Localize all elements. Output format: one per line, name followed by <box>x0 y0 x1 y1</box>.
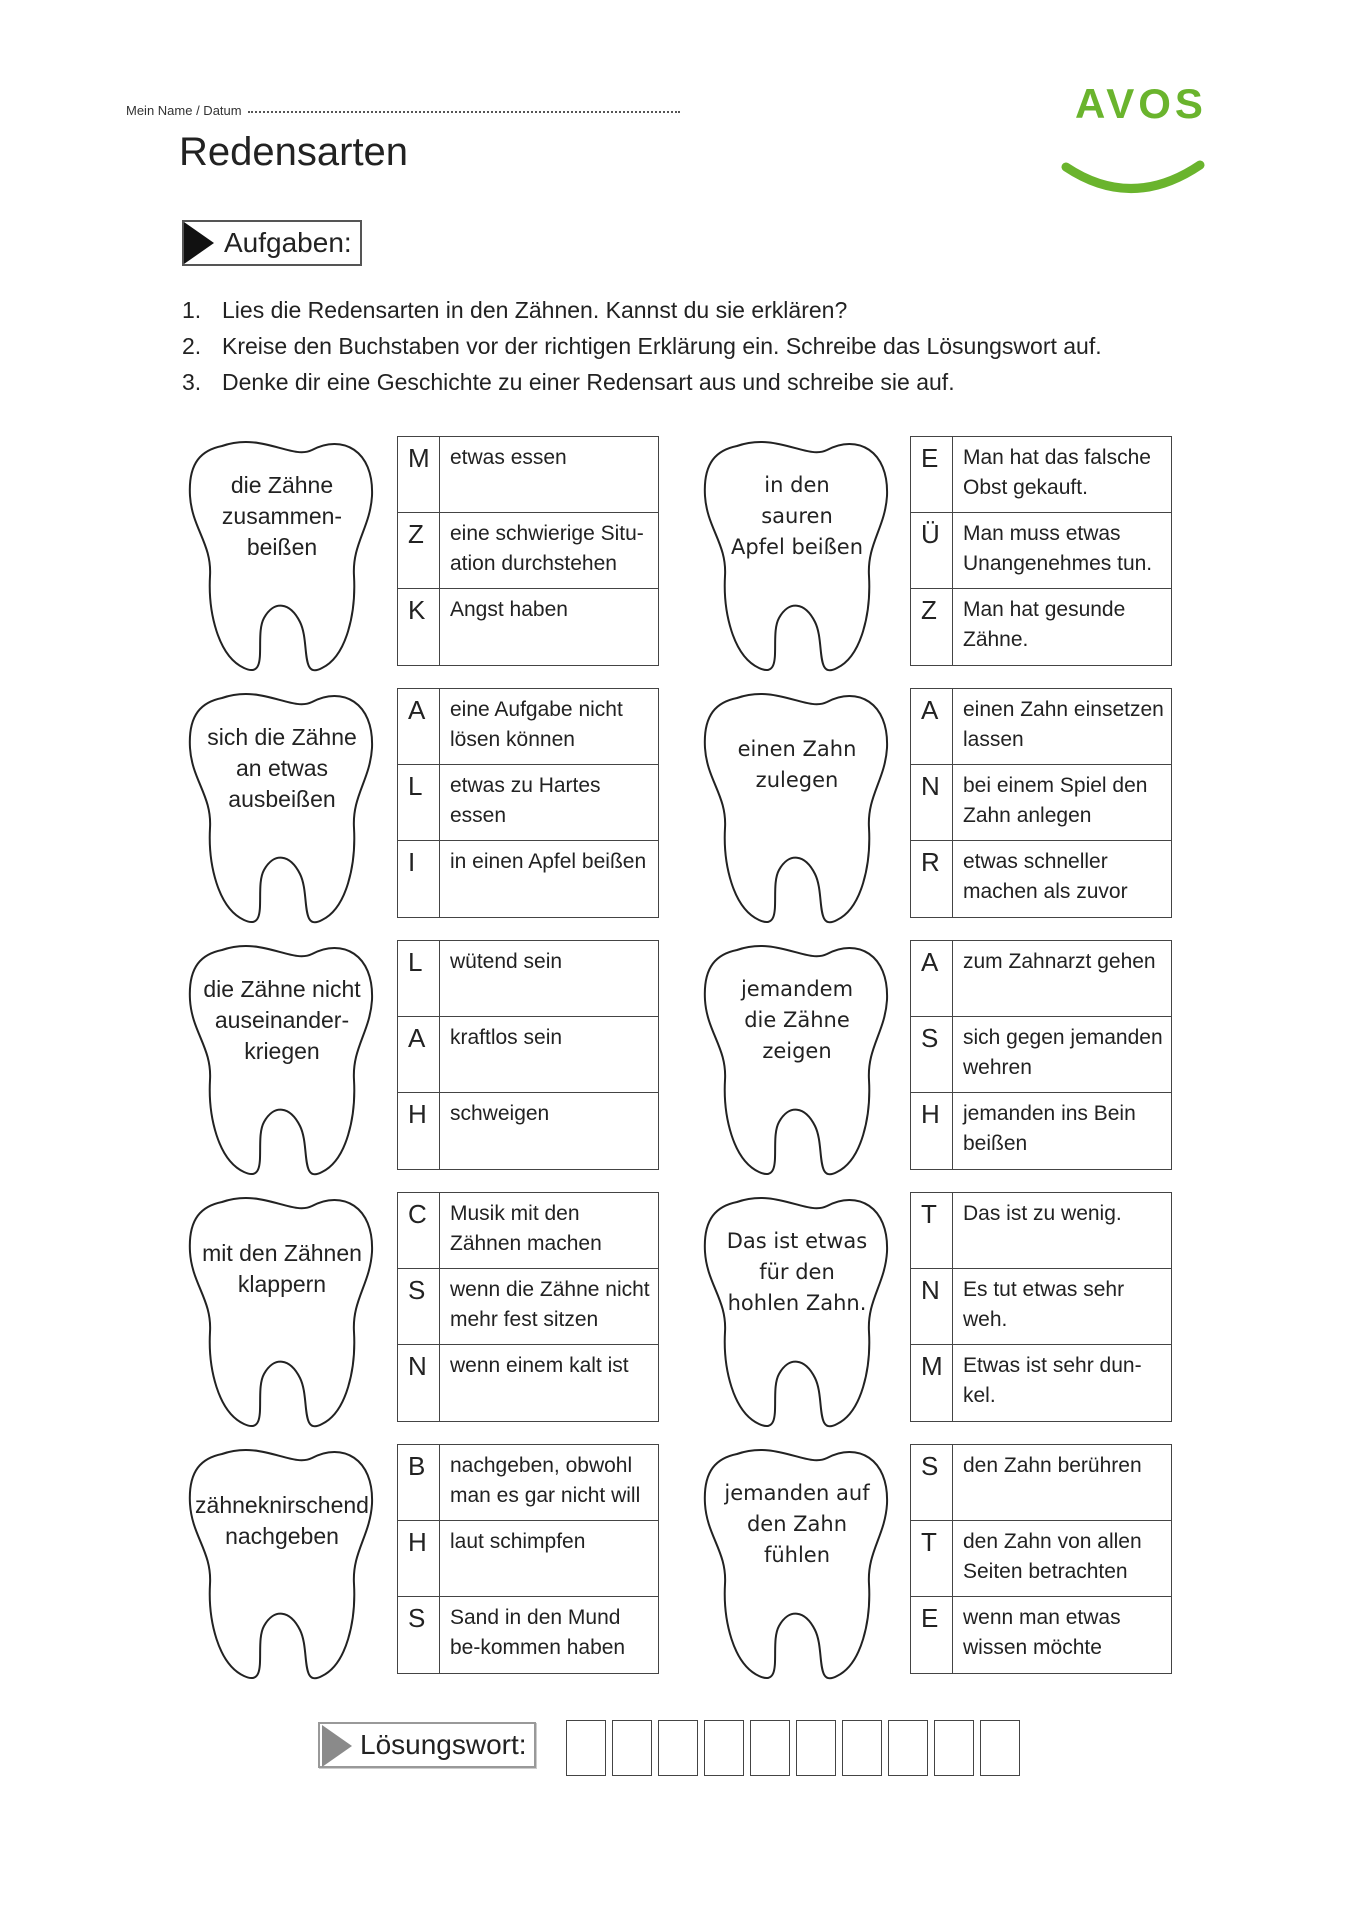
option-row[interactable] <box>398 1345 658 1421</box>
tooth-idiom <box>697 688 897 928</box>
task-number: 2. <box>182 333 202 359</box>
idiom-text <box>697 1226 897 1319</box>
play-arrow-icon <box>322 1725 352 1767</box>
option-letter[interactable]: S <box>911 1017 953 1092</box>
option-table <box>910 1444 1172 1674</box>
play-arrow-icon <box>184 222 214 264</box>
option-row[interactable] <box>911 1521 1171 1597</box>
tooth-idiom <box>697 436 897 676</box>
tooth-idiom <box>697 1444 897 1684</box>
option-row[interactable] <box>911 689 1171 765</box>
option-text: etwas zu Hartes essen <box>450 774 601 827</box>
solution-letter-box[interactable] <box>888 1720 928 1776</box>
option-letter[interactable]: C <box>398 1193 440 1268</box>
option-row[interactable] <box>398 1017 658 1093</box>
option-table <box>910 436 1172 666</box>
idiom-line: die Zähne nicht <box>203 976 361 1002</box>
tooth-idiom <box>182 688 382 928</box>
idiom-line: an etwas <box>235 755 329 781</box>
option-text: Man hat das falsche Obst gekauft. <box>963 446 1151 499</box>
option-letter[interactable]: A <box>911 689 953 764</box>
solution-label: Lösungswort: <box>360 1729 527 1760</box>
idiom-line: die Zähne <box>230 472 334 498</box>
idiom-line: kriegen <box>244 1038 320 1064</box>
option-text: eine Aufgabe nicht lösen können <box>450 698 623 751</box>
option-letter[interactable]: Ü <box>911 513 953 588</box>
option-row[interactable] <box>911 841 1171 917</box>
idiom-line: in den <box>764 473 830 497</box>
option-row[interactable] <box>398 841 658 917</box>
option-text: wütend sein <box>450 950 563 973</box>
option-letter[interactable]: M <box>911 1345 953 1421</box>
idiom-line: Das ist etwas <box>726 1229 868 1253</box>
idiom-line: zeigen <box>762 1039 832 1063</box>
idiom-text <box>182 722 382 815</box>
idiom-text <box>182 1238 382 1300</box>
task-text: Kreise den Buchstaben vor der richtigen Erklärung ein. Schreibe das Lösungswort auf. <box>222 333 1102 359</box>
tooth-idiom <box>182 1444 382 1684</box>
solution-letter-box[interactable] <box>980 1720 1020 1776</box>
task-item <box>182 292 1102 328</box>
option-text: Man hat gesunde Zähne. <box>963 598 1126 651</box>
option-letter[interactable]: E <box>911 437 953 512</box>
option-text: wenn die Zähne nicht mehr fest sitzen <box>450 1278 650 1331</box>
option-text: Es tut etwas sehr weh. <box>963 1278 1125 1331</box>
tooth-idiom <box>182 1192 382 1432</box>
option-text: Sand in den Mund be-kommen haben <box>450 1606 626 1659</box>
idiom-text <box>697 734 897 796</box>
idiom-text <box>182 1490 382 1552</box>
option-letter[interactable]: R <box>911 841 953 917</box>
idiom-line: Apfel beißen <box>730 535 864 559</box>
option-table <box>397 940 659 1170</box>
task-item <box>182 364 1102 400</box>
option-letter[interactable]: Z <box>911 589 953 665</box>
option-text: zum Zahnarzt gehen <box>963 950 1156 973</box>
option-letter[interactable]: M <box>398 437 440 512</box>
option-letter[interactable]: K <box>398 589 440 665</box>
solution-letter-box[interactable] <box>750 1720 790 1776</box>
option-text: den Zahn von allen Seiten betrachten <box>963 1530 1142 1583</box>
idiom-line: nachgeben <box>225 1523 339 1549</box>
option-row[interactable] <box>398 1521 658 1597</box>
task-text: Lies die Redensarten in den Zähnen. Kannst du sie erklären? <box>222 297 848 323</box>
solution-label-box <box>318 1722 536 1768</box>
option-row[interactable] <box>398 689 658 765</box>
option-letter[interactable]: Z <box>398 513 440 588</box>
option-letter[interactable]: E <box>911 1597 953 1673</box>
option-text: Das ist zu wenig. <box>963 1202 1122 1225</box>
solution-letter-box[interactable] <box>658 1720 698 1776</box>
option-letter[interactable]: T <box>911 1193 953 1268</box>
option-text: kraftlos sein <box>450 1026 563 1049</box>
idiom-line: sauren <box>761 504 833 528</box>
option-text: eine schwierige Situ-ation durchstehen <box>450 522 644 575</box>
option-letter[interactable]: H <box>398 1521 440 1596</box>
option-row[interactable] <box>911 941 1171 1017</box>
tasks-heading-box <box>182 220 362 266</box>
option-text: nachgeben, obwohl man es gar nicht will <box>450 1454 641 1507</box>
option-table <box>910 1192 1172 1422</box>
idiom-line: zulegen <box>755 768 839 792</box>
idiom-line: einen Zahn <box>737 737 857 761</box>
option-letter[interactable]: S <box>398 1597 440 1673</box>
page-title: Redensarten <box>179 130 409 174</box>
idiom-line: fühlen <box>763 1543 831 1567</box>
option-letter[interactable]: I <box>398 841 440 917</box>
tooth-idiom <box>697 940 897 1180</box>
option-row[interactable] <box>911 1269 1171 1345</box>
option-row[interactable] <box>398 1093 658 1169</box>
avos-logo <box>1035 50 1235 230</box>
solution-letter-box[interactable] <box>704 1720 744 1776</box>
idiom-line: sich die Zähne <box>207 724 357 750</box>
task-item <box>182 328 1102 364</box>
solution-letter-box[interactable] <box>842 1720 882 1776</box>
option-letter[interactable]: S <box>911 1445 953 1520</box>
idiom-line: mit den Zähnen <box>202 1240 362 1266</box>
option-text: Musik mit den Zähnen machen <box>450 1202 602 1255</box>
option-letter[interactable]: A <box>911 941 953 1016</box>
task-text: Denke dir eine Geschichte zu einer Redensart aus und schreibe sie auf. <box>222 369 955 395</box>
option-letter[interactable]: H <box>398 1093 440 1169</box>
option-row[interactable] <box>398 941 658 1017</box>
option-row[interactable] <box>398 765 658 841</box>
name-date-line[interactable] <box>126 103 680 118</box>
option-row[interactable] <box>398 1597 658 1673</box>
tooth-idiom <box>182 940 382 1180</box>
logo-text: AVOS <box>1075 80 1207 127</box>
idiom-line: beißen <box>246 534 318 560</box>
option-row[interactable] <box>911 513 1171 589</box>
idiom-line: auseinander- <box>214 1007 350 1033</box>
idiom-line: zusammen- <box>221 503 343 529</box>
option-row[interactable] <box>398 437 658 513</box>
option-text: wenn einem kalt ist <box>450 1354 629 1377</box>
option-text: Etwas ist sehr dun-kel. <box>963 1354 1142 1407</box>
option-text: laut schimpfen <box>450 1530 586 1553</box>
logo-smile-icon <box>1060 155 1210 215</box>
option-table <box>397 688 659 918</box>
option-letter[interactable]: L <box>398 765 440 840</box>
idiom-text <box>182 974 382 1067</box>
idiom-text <box>697 1478 897 1571</box>
option-letter[interactable]: N <box>911 1269 953 1344</box>
tooth-icon <box>182 1192 382 1432</box>
idiom-line: klappern <box>237 1271 327 1297</box>
task-list <box>182 292 1102 400</box>
option-row[interactable] <box>911 765 1171 841</box>
option-table <box>910 688 1172 918</box>
task-number: 3. <box>182 369 202 395</box>
option-table <box>397 436 659 666</box>
option-text: einen Zahn einsetzen lassen <box>963 698 1164 751</box>
tooth-icon <box>182 1444 382 1684</box>
option-row[interactable] <box>911 437 1171 513</box>
option-letter[interactable]: N <box>398 1345 440 1421</box>
option-text: bei einem Spiel den Zahn anlegen <box>963 774 1148 827</box>
solution-letter-box[interactable] <box>796 1720 836 1776</box>
idiom-line: jemanden auf <box>724 1481 870 1505</box>
tasks-heading: Aufgaben: <box>224 227 352 258</box>
option-letter[interactable]: T <box>911 1521 953 1596</box>
option-letter[interactable]: A <box>398 689 440 764</box>
option-text: jemanden ins Bein beißen <box>963 1102 1136 1155</box>
option-row[interactable] <box>911 1345 1171 1421</box>
option-row[interactable] <box>911 1193 1171 1269</box>
option-row[interactable] <box>398 513 658 589</box>
option-row[interactable] <box>911 589 1171 665</box>
option-text: etwas essen <box>450 446 567 469</box>
option-row[interactable] <box>911 1597 1171 1673</box>
idiom-text <box>182 470 382 563</box>
solution-boxes <box>566 1720 1020 1776</box>
tooth-idiom <box>182 436 382 676</box>
idiom-line: den Zahn <box>746 1512 848 1536</box>
solution-letter-box[interactable] <box>934 1720 974 1776</box>
option-text: sich gegen jemanden wehren <box>963 1026 1163 1079</box>
option-row[interactable] <box>398 1269 658 1345</box>
name-date-input-line <box>248 111 680 113</box>
option-row[interactable] <box>911 1445 1171 1521</box>
option-text: Man muss etwas Unangenehmes tun. <box>963 522 1153 575</box>
option-text: wenn man etwas wissen möchte <box>963 1606 1121 1659</box>
idiom-text <box>697 470 897 563</box>
option-row[interactable] <box>398 589 658 665</box>
solution-letter-box[interactable] <box>566 1720 606 1776</box>
option-letter[interactable]: B <box>398 1445 440 1520</box>
task-number: 1. <box>182 297 202 323</box>
option-letter[interactable]: N <box>911 765 953 840</box>
option-row[interactable] <box>911 1093 1171 1169</box>
option-text: schweigen <box>450 1102 550 1125</box>
tooth-idiom <box>697 1192 897 1432</box>
idiom-line: zähneknirschend <box>195 1492 369 1518</box>
idiom-text <box>697 974 897 1067</box>
idiom-line: ausbeißen <box>228 786 336 812</box>
option-text: in einen Apfel beißen <box>450 850 647 873</box>
solution-letter-box[interactable] <box>612 1720 652 1776</box>
option-row[interactable] <box>911 1017 1171 1093</box>
idiom-line: für den <box>759 1260 835 1284</box>
option-letter[interactable]: S <box>398 1269 440 1344</box>
name-date-label: Mein Name / Datum <box>126 103 242 118</box>
option-row[interactable] <box>398 1193 658 1269</box>
option-table <box>397 1192 659 1422</box>
idiom-line: jemandem <box>740 977 854 1001</box>
option-text: etwas schneller machen als zuvor <box>963 850 1128 903</box>
idiom-line: hohlen Zahn. <box>727 1291 867 1315</box>
option-table <box>397 1444 659 1674</box>
tooth-icon <box>697 688 897 928</box>
option-letter[interactable]: H <box>911 1093 953 1169</box>
option-letter[interactable]: A <box>398 1017 440 1092</box>
option-text: Angst haben <box>450 598 568 621</box>
option-letter[interactable]: L <box>398 941 440 1016</box>
option-table <box>910 940 1172 1170</box>
option-text: den Zahn berühren <box>963 1454 1142 1477</box>
option-row[interactable] <box>398 1445 658 1521</box>
idiom-line: die Zähne <box>744 1008 850 1032</box>
